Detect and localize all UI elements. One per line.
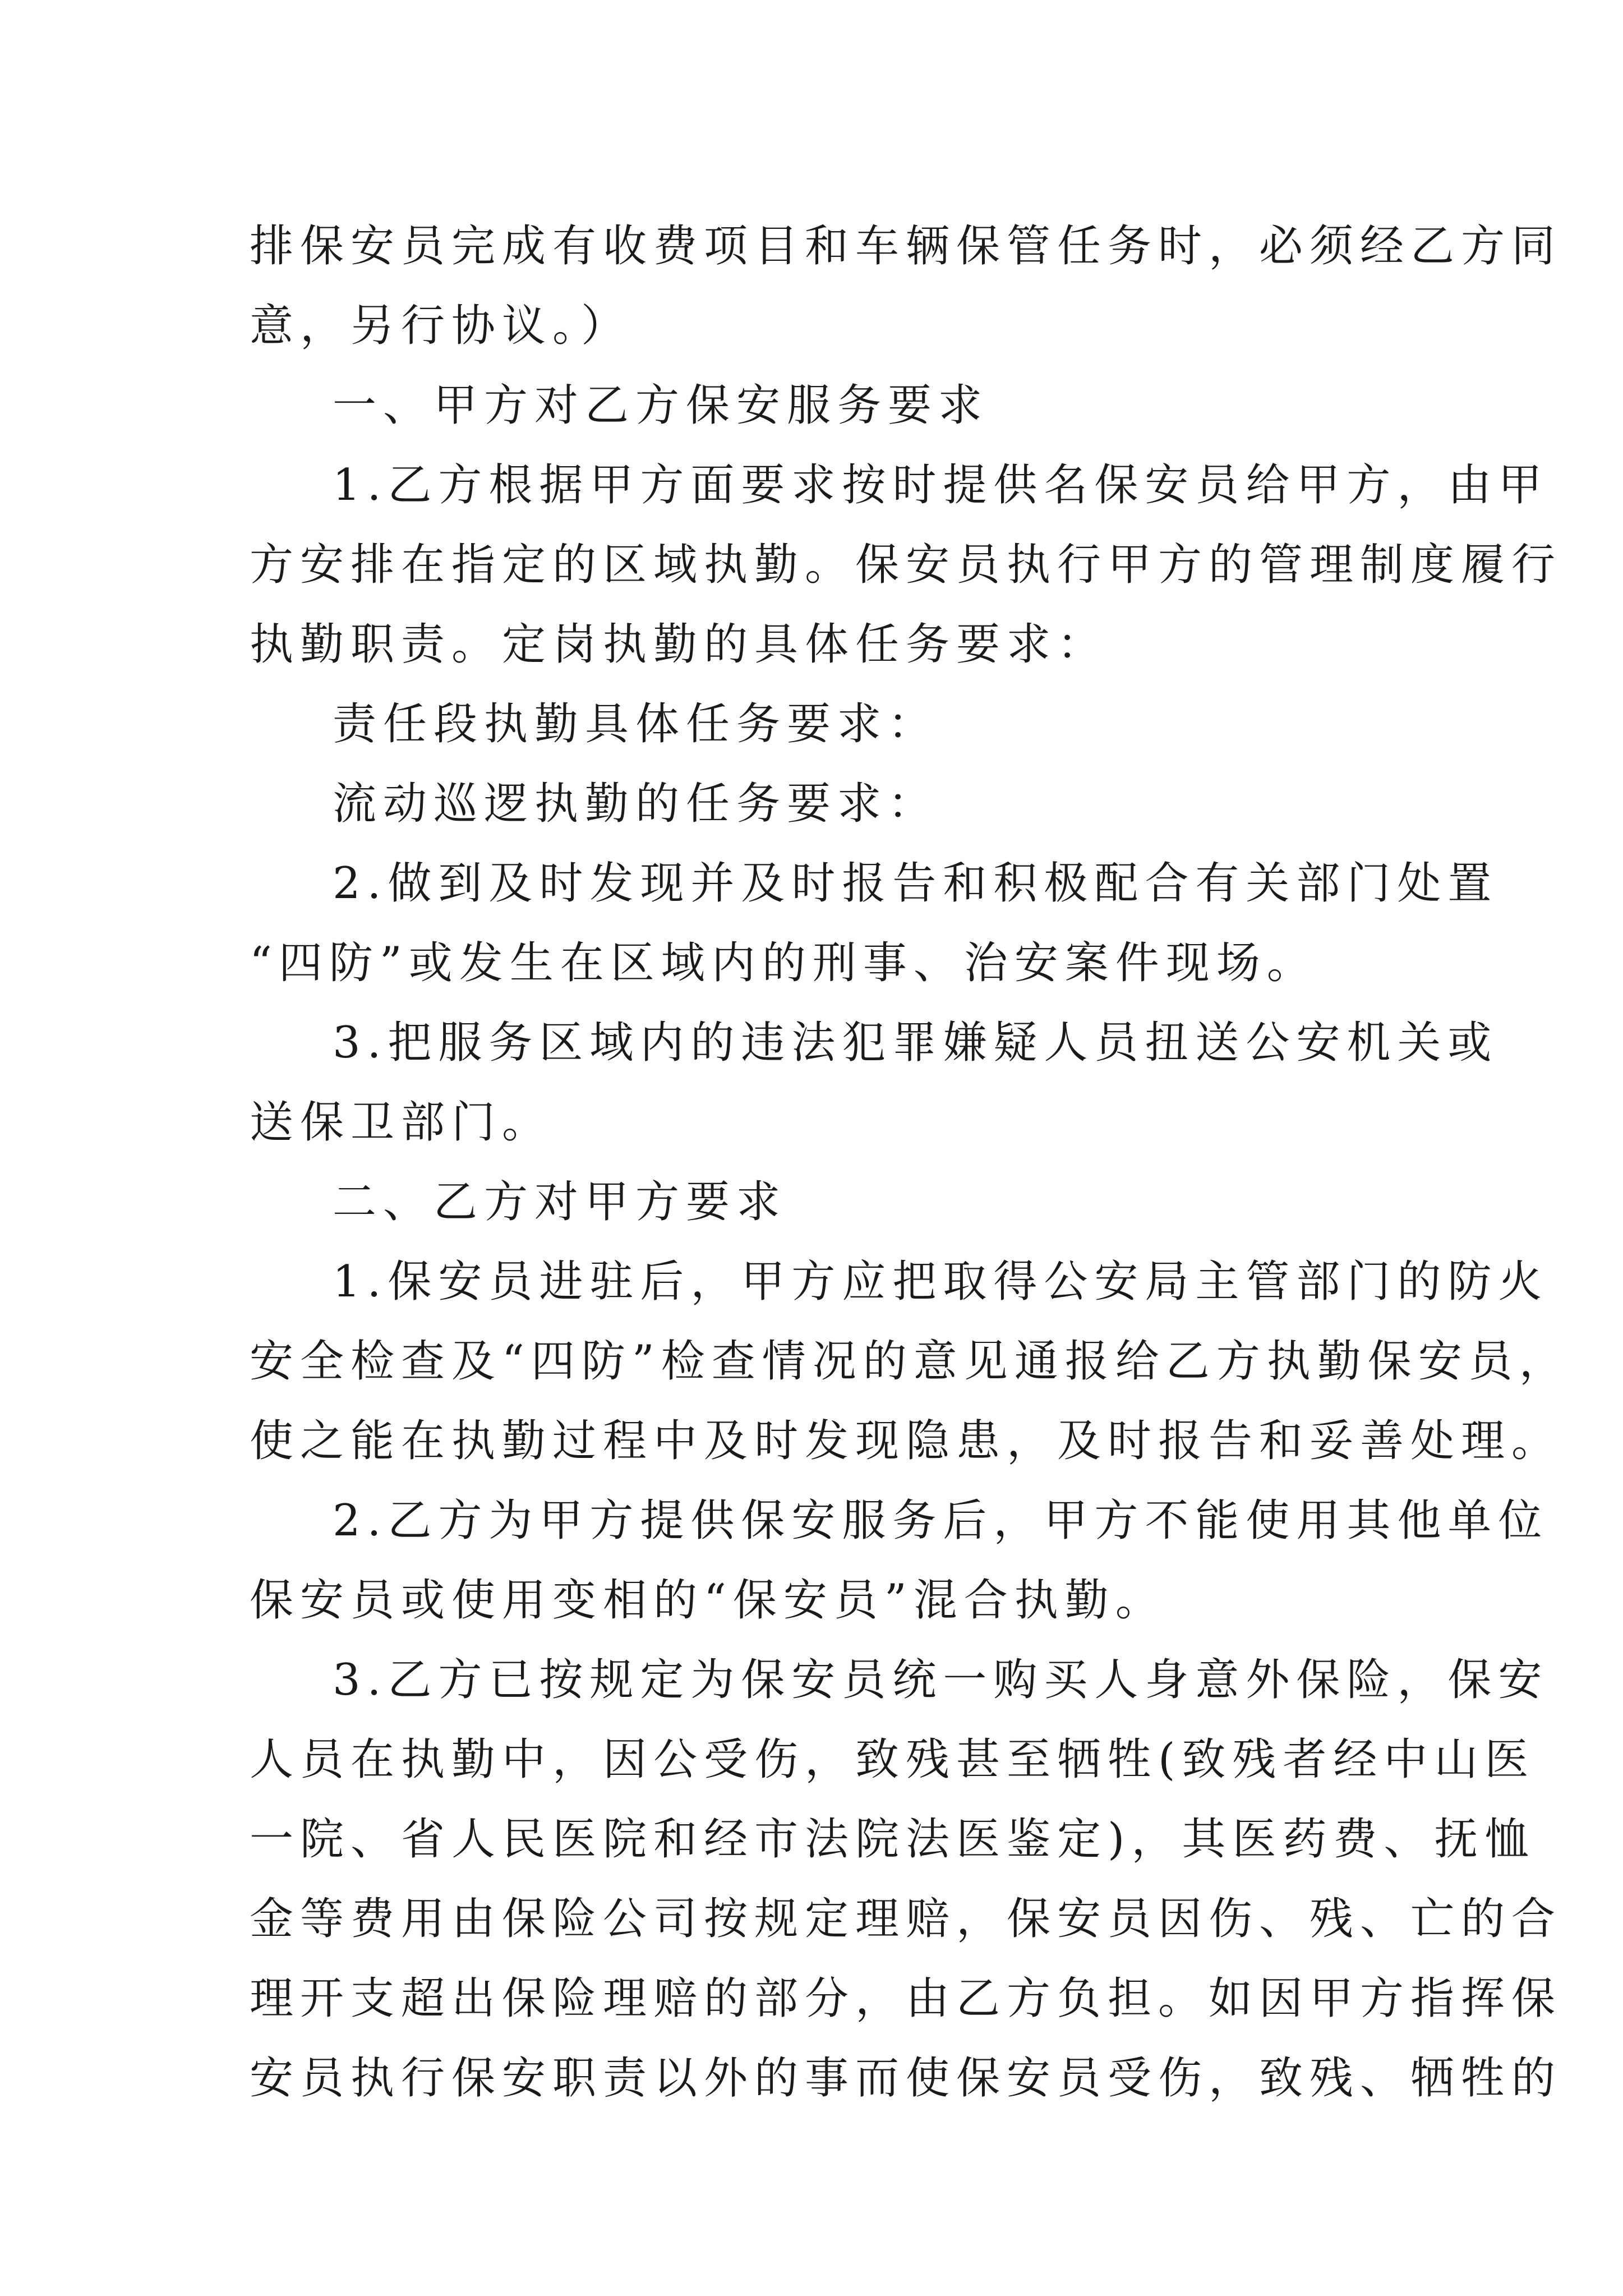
text-line: 执勤职责。定岗执勤的具体任务要求： (250, 619, 1108, 670)
text-line: 1.保安员进驻后，甲方应把取得公安局主管部门的防火 (333, 1257, 1549, 1307)
text-line: 一院、省人民医院和经市法院法医鉴定)，其医药费、抚恤 (250, 1814, 1536, 1865)
text-line: 使之能在执勤过程中及时发现隐患，及时报告和妥善处理。 (250, 1416, 1562, 1466)
text-line: 理开支超出保险理赔的部分，由乙方负担。如因甲方指挥保 (250, 1973, 1562, 2024)
text-line: 安全检查及“四防”检查情况的意见通报给乙方执勤保安员， (250, 1336, 1570, 1387)
text-line: 排保安员完成有收费项目和车辆保管任务时，必须经乙方同 (250, 221, 1562, 272)
text-line: 流动巡逻执勤的任务要求： (333, 779, 939, 829)
text-line: 安员执行保安职责以外的事而使保安员受伤，致残、牺牲的 (250, 2053, 1562, 2104)
text-line: 2.乙方为甲方提供保安服务后，甲方不能使用其他单位 (333, 1496, 1549, 1546)
text-line: 1.乙方根据甲方面要求按时提供名保安员给甲方，由甲 (333, 460, 1549, 510)
text-line: 送保卫部门。 (250, 1097, 553, 1148)
text-line: 责任段执勤具体任务要求： (333, 699, 939, 749)
text-line: “四防”或发生在区域内的刑事、治安案件现场。 (250, 938, 1317, 988)
text-line: 金等费用由保险公司按规定理赔，保安员因伤、残、亡的合 (250, 1894, 1562, 1944)
text-line: 二、乙方对甲方要求 (333, 1177, 787, 1227)
text-line: 3.把服务区域内的违法犯罪嫌疑人员扭送公安机关或 (333, 1018, 1498, 1068)
text-line: 人员在执勤中，因公受伤，致残甚至牺牲(致残者经中山医 (250, 1734, 1536, 1785)
text-line: 一、甲方对乙方保安服务要求 (333, 380, 989, 431)
text-line: 3.乙方已按规定为保安员统一购买人身意外保险，保安 (333, 1655, 1549, 1705)
text-line: 方安排在指定的区域执勤。保安员执行甲方的管理制度履行 (250, 540, 1562, 590)
text-line: 保安员或使用变相的“保安员”混合执勤。 (250, 1575, 1166, 1626)
text-line: 意，另行协议。） (250, 301, 632, 351)
text-line: 2.做到及时发现并及时报告和积极配合有关部门处置 (333, 858, 1498, 909)
document-body (250, 206, 1570, 2118)
